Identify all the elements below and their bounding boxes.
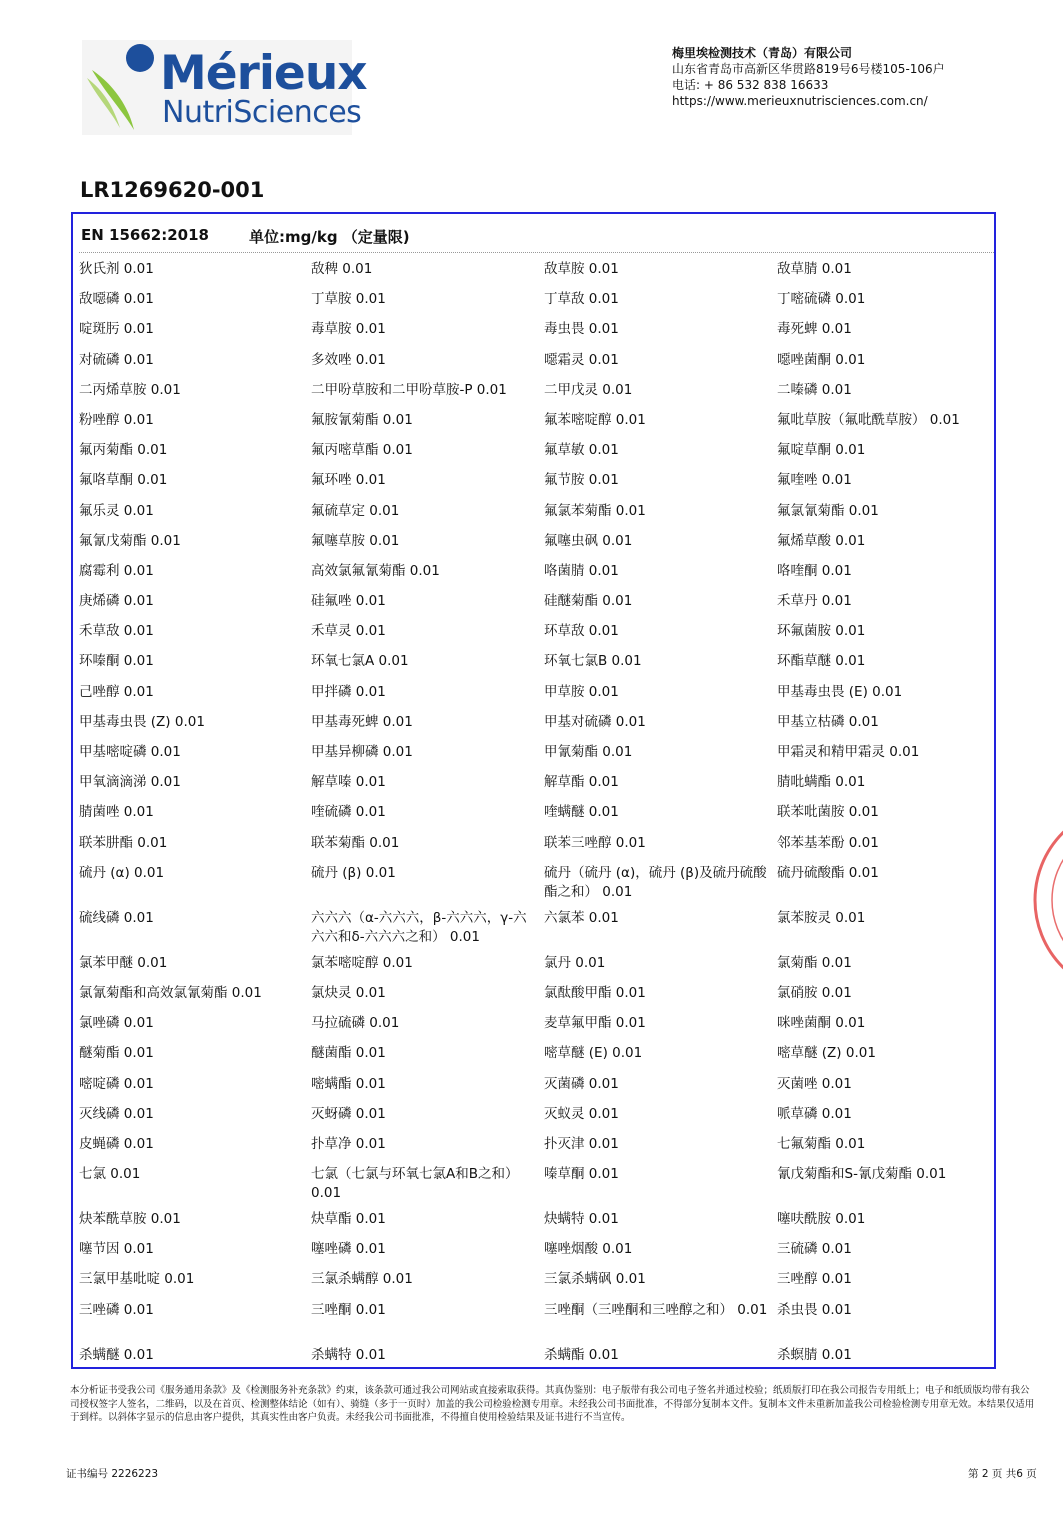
table-cell: 甲基毒虫畏 (E) 0.01: [777, 683, 903, 700]
table-row: [79, 773, 994, 803]
table-cell: 腈菌唑 0.01: [79, 804, 154, 821]
table-cell: 甲氧滴滴涕 0.01: [79, 774, 181, 791]
table-cell: 噁霜灵 0.01: [544, 351, 619, 368]
table-cell: 三氯杀螨醇 0.01: [311, 1271, 413, 1288]
table-cell: 杀螨醚 0.01: [79, 1346, 154, 1363]
table-cell: 环草敌 0.01: [544, 623, 619, 640]
merieux-logo: [82, 40, 367, 135]
table-row: [79, 954, 994, 984]
table-cell: 氟丙嘧草酯 0.01: [311, 442, 413, 459]
results-table: [71, 212, 996, 1369]
table-cell: 炔苯酰草胺 0.01: [79, 1211, 181, 1228]
table-row: [79, 1346, 994, 1376]
table-cell: 甲氰菊酯 0.01: [544, 744, 633, 760]
table-cell: 粉唑醇 0.01: [79, 411, 154, 428]
table-row: [79, 622, 994, 652]
table-cell: 嘧螨酯 0.01: [311, 1075, 386, 1092]
table-cell: 氯苯胺灵 0.01: [777, 909, 866, 926]
table-cell: 氟草敏 0.01: [544, 442, 619, 459]
table-cell: 腈吡螨酯 0.01: [777, 774, 866, 791]
table-cell: 噁唑菌酮 0.01: [777, 351, 866, 368]
logo-text-nutrisciences: NutriSciences: [162, 95, 362, 130]
table-row: [79, 713, 994, 743]
table-cell: 丁嘧硫磷 0.01: [777, 291, 866, 308]
table-cell: 狄氏剂 0.01: [79, 261, 154, 277]
table-cell: 咯喹酮 0.01: [777, 562, 852, 579]
table-cell: 灭蚜磷 0.01: [311, 1105, 386, 1122]
table-cell: 甲拌磷 0.01: [311, 683, 386, 700]
table-cell: 氟氯氰菊酯 0.01: [777, 502, 879, 519]
table-cell: 庚烯磷 0.01: [79, 593, 154, 610]
table-cell: 环氧七氯A 0.01: [311, 653, 409, 670]
table-cell: 啶斑肟 0.01: [79, 321, 154, 338]
table-cell: 环酯草醚 0.01: [777, 653, 866, 670]
footer-disclaimer: 本分析证书受我公司《服务通用条款》及《检测服务补充条款》约束，该条款可通过我公司网站或直接索取获得。其真伪鉴别：电子版带有我公司电子签名并通过校验；纸质版打印在我公司报告专用纸上；电子和纸质版均带有我公司授权签字人签名，二维码，以及在首页、检测整体结论（如有）、骑缝（多于一页时）加盖的我公司检验检测专用章。未经我公司书面批准，不得部分复制本文件。复制本文件未重新加盖我公司检验检测专用章无效。本结果仅适用于到样。以斜体字显示的信息由客户提供，其真实性由客户负责。未经我公司书面批准，不得擅自使用检验结果及证书进行不当宣传。: [70, 1385, 1035, 1423]
table-cell: 七氯 0.01: [79, 1166, 141, 1183]
table-cell: 六氯苯 0.01: [544, 909, 619, 926]
table-row: [79, 351, 994, 381]
table-cell: 扑灭津 0.01: [544, 1135, 619, 1152]
table-cell: 联苯肼酯 0.01: [79, 834, 168, 851]
table-row: [79, 1165, 994, 1210]
table-cell: 毒虫畏 0.01: [544, 321, 619, 338]
table-rows: [79, 260, 994, 1376]
table-cell: 三唑醇 0.01: [777, 1271, 852, 1288]
table-row: [79, 683, 994, 713]
table-cell: 己唑醇 0.01: [79, 683, 154, 700]
table-row: [79, 1240, 994, 1270]
table-cell: 二丙烯草胺 0.01: [79, 381, 181, 398]
table-cell: 三唑磷 0.01: [79, 1301, 154, 1318]
table-cell: 毒草胺 0.01: [311, 321, 386, 338]
table-row: [79, 743, 994, 773]
table-row: [79, 290, 994, 320]
table-cell: 杀螟腈 0.01: [777, 1346, 852, 1363]
table-cell: 邻苯基苯酚 0.01: [777, 834, 879, 851]
company-address: 山东省青岛市高新区华贯路819号6号楼105-106户: [672, 62, 945, 76]
table-cell: 敌稗 0.01: [311, 261, 373, 277]
table-cell: 氯苯嘧啶醇 0.01: [311, 954, 413, 971]
table-cell: 喹硫磷 0.01: [311, 804, 386, 821]
table-cell: 环氟菌胺 0.01: [777, 623, 866, 640]
report-id: LR1269620-001: [80, 178, 265, 202]
table-row: [79, 1014, 994, 1044]
table-cell: 氟噻草胺 0.01: [311, 532, 400, 549]
table-cell: 咪唑菌酮 0.01: [777, 1015, 866, 1032]
table-cell: 灭线磷 0.01: [79, 1105, 154, 1122]
table-row: [79, 592, 994, 622]
table-row: [79, 984, 994, 1014]
table-cell: 氟乐灵 0.01: [79, 502, 154, 519]
table-cell: 硫线磷 0.01: [79, 909, 154, 926]
table-row: [79, 1075, 994, 1105]
table-row: [79, 1105, 994, 1135]
table-cell: 对硫磷 0.01: [79, 351, 154, 368]
table-cell: 禾草灵 0.01: [311, 623, 386, 640]
table-row: [79, 652, 994, 682]
table-cell: 联苯三唑醇 0.01: [544, 834, 646, 851]
table-row: [79, 834, 994, 864]
table-cell: 氯炔灵 0.01: [311, 984, 386, 1001]
table-cell: 哌草磷 0.01: [777, 1105, 852, 1122]
table-row: [79, 562, 994, 592]
table-cell: 硫丹硫酸酯 0.01: [777, 864, 879, 881]
table-row: [79, 320, 994, 350]
table-cell: 噻呋酰胺 0.01: [777, 1211, 866, 1228]
table-cell: 噻唑烟酸 0.01: [544, 1241, 633, 1258]
table-cell: 氯唑磷 0.01: [79, 1015, 154, 1032]
table-cell: 甲霜灵和精甲霜灵 0.01: [777, 744, 920, 760]
table-cell: 七氯（七氯与环氧七氯A和B之和） 0.01: [311, 1166, 519, 1202]
table-row: [79, 260, 994, 290]
table-cell: 皮蝇磷 0.01: [79, 1135, 154, 1152]
company-info: [672, 45, 945, 109]
table-cell: 氟氰戊菊酯 0.01: [79, 532, 181, 549]
company-name: 梅里埃检测技术（青岛）有限公司: [672, 46, 853, 60]
table-cell: 氟氯苯菊酯 0.01: [544, 502, 646, 519]
table-cell: 喹螨醚 0.01: [544, 804, 619, 821]
table-cell: 解草嗪 0.01: [311, 774, 386, 791]
table-row: [79, 502, 994, 532]
table-cell: 噻节因 0.01: [79, 1241, 154, 1258]
table-row: [79, 411, 994, 441]
table-cell: 丁草胺 0.01: [311, 291, 386, 308]
table-cell: 禾草敌 0.01: [79, 623, 154, 640]
table-cell: 敌噁磷 0.01: [79, 291, 154, 308]
table-cell: 麦草氟甲酯 0.01: [544, 1015, 646, 1032]
table-cell: 咯菌腈 0.01: [544, 562, 619, 579]
table-cell: 炔螨特 0.01: [544, 1211, 619, 1228]
table-cell: 氟环唑 0.01: [311, 472, 386, 489]
unit-label: 单位:mg/kg （定量限): [249, 228, 410, 246]
table-cell: 二甲戊灵 0.01: [544, 381, 633, 398]
table-cell: 氯酞酸甲酯 0.01: [544, 984, 646, 1001]
table-cell: 氟喹唑 0.01: [777, 472, 852, 489]
logo-text-merieux: Mérieux: [160, 46, 367, 101]
table-cell: 嗪草酮 0.01: [544, 1166, 619, 1183]
table-cell: 灭蚁灵 0.01: [544, 1105, 619, 1122]
table-cell: 杀虫畏 0.01: [777, 1301, 852, 1318]
table-cell: 氟硫草定 0.01: [311, 502, 400, 519]
table-cell: 联苯菊酯 0.01: [311, 834, 400, 851]
table-cell: 六六六（α-六六六，β-六六六，γ-六六六和δ-六六六之和） 0.01: [311, 909, 527, 945]
table-cell: 甲基嘧啶磷 0.01: [79, 744, 181, 760]
table-cell: 氯丹 0.01: [544, 954, 606, 971]
table-row: [79, 909, 994, 954]
company-seal-stamp: [1030, 800, 1063, 1000]
table-cell: 醚菌酯 0.01: [311, 1045, 386, 1062]
table-row: [79, 1044, 994, 1074]
table-cell: 联苯吡菌胺 0.01: [777, 804, 879, 821]
table-cell: 氯氰菊酯和高效氯氰菊酯 0.01: [79, 984, 262, 1001]
table-cell: 氰戊菊酯和S-氰戊菊酯 0.01: [777, 1166, 947, 1183]
table-cell: 硫丹 (α) 0.01: [79, 864, 165, 881]
table-cell: 氟烯草酸 0.01: [777, 532, 866, 549]
table-cell: 炔草酯 0.01: [311, 1211, 386, 1228]
table-row: [79, 1301, 994, 1346]
table-row: [79, 471, 994, 501]
table-cell: 甲草胺 0.01: [544, 683, 619, 700]
table-cell: 马拉硫磷 0.01: [311, 1015, 400, 1032]
table-row: [79, 864, 994, 909]
table-header: [79, 220, 994, 253]
table-cell: 丁草敌 0.01: [544, 291, 619, 308]
test-standard: EN 15662:2018: [81, 226, 209, 244]
table-cell: 三氯甲基吡啶 0.01: [79, 1271, 195, 1288]
table-cell: 二甲吩草胺和二甲吩草胺-P 0.01: [311, 381, 507, 398]
table-cell: 七氟菊酯 0.01: [777, 1135, 866, 1152]
table-cell: 环嗪酮 0.01: [79, 653, 154, 670]
company-website[interactable]: https://www.merieuxnutrisciences.com.cn/: [672, 94, 928, 108]
table-row: [79, 532, 994, 562]
table-cell: 多效唑 0.01: [311, 351, 386, 368]
table-row: [79, 1210, 994, 1240]
page-number: 第 2 页 共6 页: [968, 1468, 1037, 1480]
table-cell: 氟苯嘧啶醇 0.01: [544, 411, 646, 428]
table-cell: 三唑酮 0.01: [311, 1301, 386, 1318]
table-cell: 三氯杀螨砜 0.01: [544, 1271, 646, 1288]
table-cell: 氟节胺 0.01: [544, 472, 619, 489]
table-cell: 三唑酮（三唑酮和三唑醇之和） 0.01: [544, 1301, 768, 1318]
table-row: [79, 441, 994, 471]
table-cell: 灭菌磷 0.01: [544, 1075, 619, 1092]
table-cell: 三硫磷 0.01: [777, 1241, 852, 1258]
table-cell: 腐霉利 0.01: [79, 562, 154, 579]
table-cell: 二嗪磷 0.01: [777, 381, 852, 398]
table-cell: 氟丙菊酯 0.01: [79, 442, 168, 459]
table-row: [79, 1135, 994, 1165]
table-cell: 解草酯 0.01: [544, 774, 619, 791]
table-cell: 甲基毒虫畏 (Z) 0.01: [79, 713, 205, 730]
table-cell: 禾草丹 0.01: [777, 593, 852, 610]
table-cell: 嘧草醚 (Z) 0.01: [777, 1045, 876, 1062]
table-cell: 毒死蜱 0.01: [777, 321, 852, 338]
table-cell: 氯苯甲醚 0.01: [79, 954, 168, 971]
certificate-number: 证书编号 2226223: [66, 1468, 159, 1480]
table-cell: 敌草腈 0.01: [777, 261, 852, 277]
table-cell: 氟吡草胺（氟吡酰草胺） 0.01: [777, 411, 960, 428]
table-cell: 氟噻虫砜 0.01: [544, 532, 633, 549]
table-cell: 醚菊酯 0.01: [79, 1045, 154, 1062]
table-cell: 扑草净 0.01: [311, 1135, 386, 1152]
table-cell: 甲基立枯磷 0.01: [777, 713, 879, 730]
table-cell: 噻唑磷 0.01: [311, 1241, 386, 1258]
table-cell: 氟胺氰菊酯 0.01: [311, 411, 413, 428]
table-row: [79, 381, 994, 411]
table-cell: 杀螨特 0.01: [311, 1346, 386, 1363]
table-cell: 氯硝胺 0.01: [777, 984, 852, 1001]
table-cell: 杀螨酯 0.01: [544, 1346, 619, 1363]
table-cell: 氟咯草酮 0.01: [79, 472, 168, 489]
table-row: [79, 803, 994, 833]
company-phone: 电话: + 86 532 838 16633: [672, 78, 829, 92]
table-cell: 氟啶草酮 0.01: [777, 442, 866, 459]
table-cell: 灭菌唑 0.01: [777, 1075, 852, 1092]
table-cell: 高效氯氟氰菊酯 0.01: [311, 562, 440, 579]
table-cell: 敌草胺 0.01: [544, 261, 619, 277]
table-cell: 硫丹 (β) 0.01: [311, 864, 396, 881]
table-cell: 甲基毒死蜱 0.01: [311, 713, 413, 730]
table-cell: 硅氟唑 0.01: [311, 593, 386, 610]
table-cell: 环氧七氯B 0.01: [544, 653, 642, 670]
table-cell: 嘧草醚 (E) 0.01: [544, 1045, 643, 1062]
table-cell: 嘧啶磷 0.01: [79, 1075, 154, 1092]
table-cell: 甲基对硫磷 0.01: [544, 713, 646, 730]
table-cell: 硫丹（硫丹 (α)，硫丹 (β)及硫丹硫酸酯之和） 0.01: [544, 864, 767, 900]
table-cell: 甲基异柳磷 0.01: [311, 744, 413, 760]
table-row: [79, 1270, 994, 1300]
table-cell: 硅醚菊酯 0.01: [544, 593, 633, 610]
table-cell: 氯菊酯 0.01: [777, 954, 852, 971]
